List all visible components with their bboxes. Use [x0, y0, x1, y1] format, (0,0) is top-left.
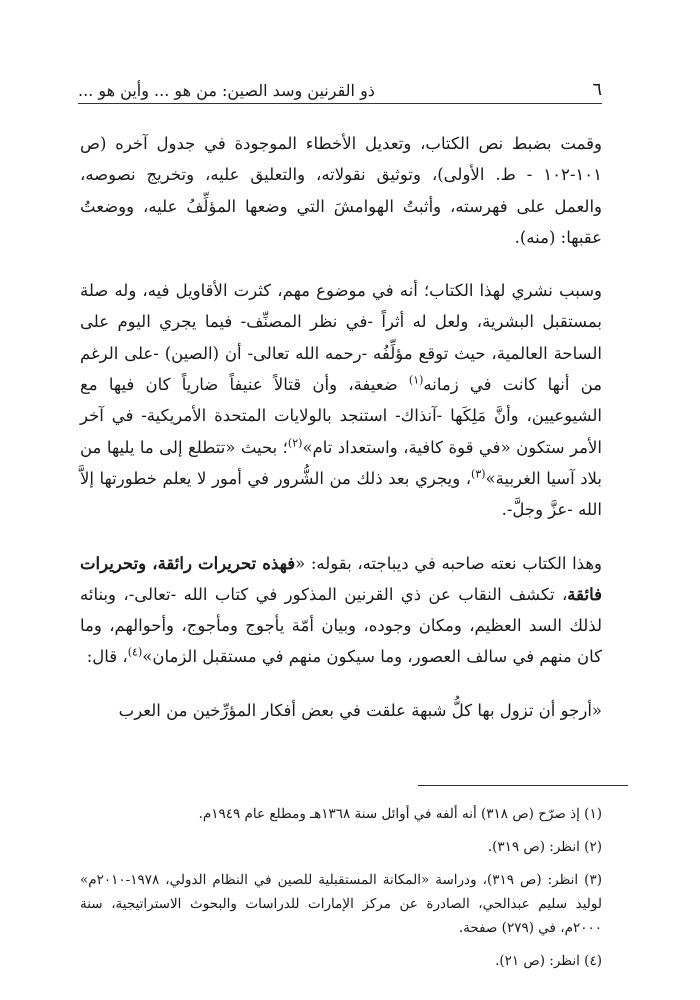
running-title: ذو القرنين وسد الصين: من هو ... وأين هو ...	[78, 81, 375, 100]
paragraph-2-part3: ؛ بحيث «تتطلع إلى ما يليها من بلاد آسيا الغربية»	[80, 437, 602, 488]
header-divider	[78, 103, 602, 104]
paragraph-2	[80, 275, 602, 525]
paragraph-2-part1: وسبب نشري لهذا الكتاب؛ أنه في موضوع مهم، كثرت الأقاويل فيه، وله صلة بمستقبل البشرية، ولعل له أثراً -في نظر المصنِّف- فيما يجري اليوم على الساحة العالمية، حيث توقع مؤلِّفُه -رحمه الله تعالى- أن (الصين) -على الرغم من أنها كانت في زمانه	[80, 281, 602, 395]
footnote-3: (٣) انظر: (ص ٣١٩)، ودراسة «المكانة المستقبلية للصين في النظام الدولي، ١٩٧٨-٢٠١٠م» لوليد سليم عبدالحي، الصادرة عن مركز الإمارات للدراسات والبحوث الاستراتيجية، سنة ٢٠٠٠م، في (٢٧٩) صفحة.	[80, 872, 602, 936]
footnote-ref-4[interactable]: (٤)	[127, 645, 143, 659]
footnote-ref-1[interactable]: (١)	[408, 373, 424, 387]
paragraph-1-text: وقمت بضبط نص الكتاب، وتعديل الأخطاء الموجودة في جدول آخره (ص ١٠١-١٠٢ - ط. الأولى)، وتوثيق نقولاته، والتعليق عليه، وتخريج نصوصه، والعمل على فهرسته، وأثبتُ الهوامشَ التي وضعها المؤلِّفُ عليه، ووضعتُ عقبها: (منه).	[80, 134, 602, 247]
paragraph-3-bold-quote: فهذه تحريرات رائقة، وتحريرات فائقة	[80, 553, 602, 604]
footnote-4: (٤) انظر: (ص ٢١).	[495, 953, 602, 969]
body-text	[80, 128, 602, 748]
footnote-1: (١) إذ صرّح (ص ٣١٨) أنه ألفه في أوائل سنة ١٣٦٨هـ ومطلع عام ١٩٤٩م.	[198, 806, 602, 822]
paragraph-3	[80, 548, 602, 673]
paragraph-1	[80, 128, 602, 253]
paragraph-3-part3: ، قال:	[86, 647, 128, 667]
paragraph-2-part2: ضعيفة، وأن قتالاً عنيفاً ضارياً كان فيها مع الشيوعيين، وأنَّ مَلِكَها -آنذاك- استنجد بالولايات المتحدة الأمريكية- في آخر الأمر ستكون «في قوة كافية، واستعداد تام»	[80, 375, 602, 457]
footnote-ref-2[interactable]: (٢)	[287, 436, 303, 450]
paragraph-3-part2: ، تكشف النقاب عن ذي القرنين المذكور في كتاب الله -تعالى-، وبنائه لذلك السد العظيم، ومكان وجوده، وبيان أمّة يأجوج ومأجوج، وأحوالهم، وما كان منهم في سالف العصور، وما سيكون منهم في مستقبل الزمان»	[80, 584, 602, 667]
paragraph-4-text: «أرجو أن تزول بها كلُّ شبهة علقت في بعض أفكار المؤرِّخين من العرب	[118, 700, 602, 720]
page-header	[78, 74, 602, 100]
page-number: ٦	[592, 79, 602, 100]
footnote-2: (٢) انظر: (ص ٣١٩).	[487, 839, 602, 855]
footnote-ref-3[interactable]: (٣)	[471, 467, 486, 481]
footnote-divider	[418, 785, 628, 786]
footnotes	[80, 802, 602, 982]
paragraph-2-part4: ، ويجري بعد ذلك من الشُّرور في أمور لا يعلم خطورتها إلاَّ الله -عزَّ وجلَّ-.	[80, 468, 602, 520]
paragraph-4	[80, 695, 602, 726]
paragraph-3-part1: وهذا الكتاب نعته صاحبه في ديباجته، بقوله: «	[295, 553, 602, 573]
